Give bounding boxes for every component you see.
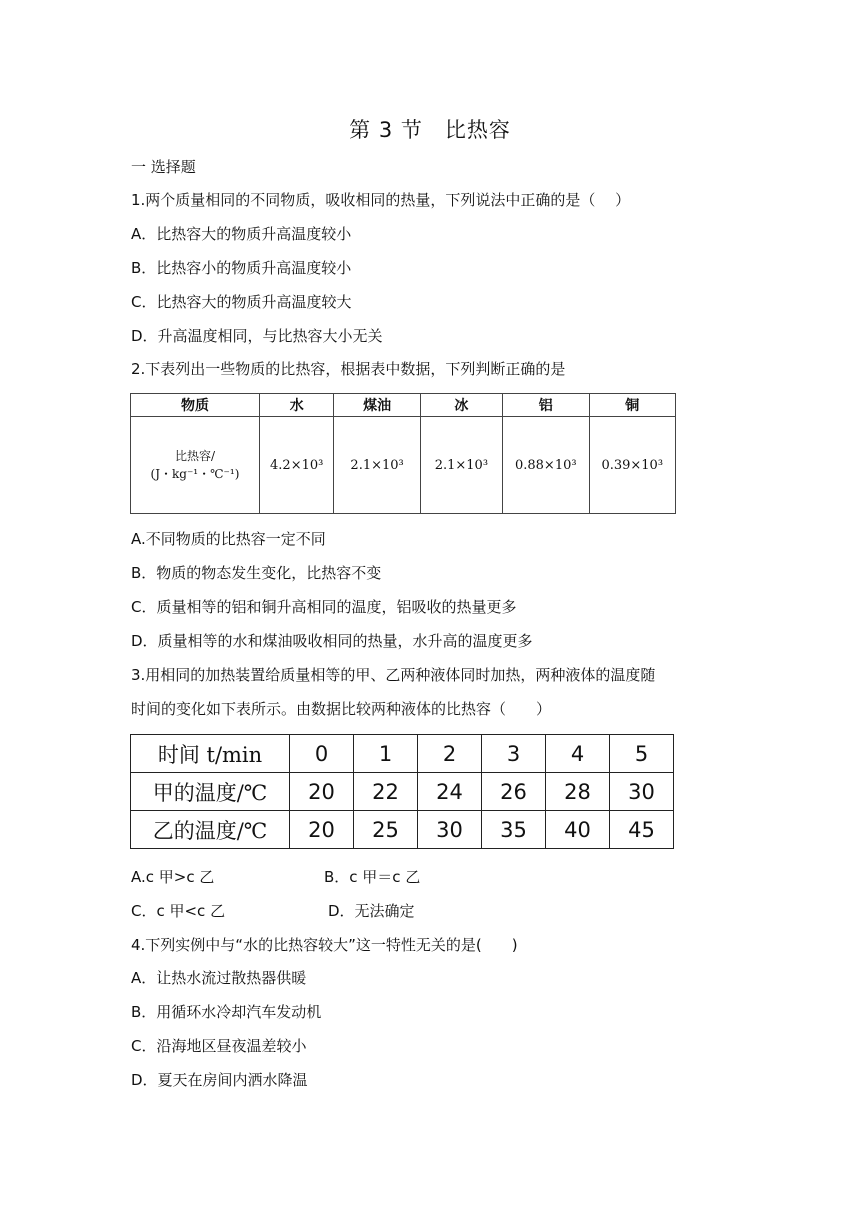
q3-option-b: B．c 甲＝c 乙 [324, 868, 421, 886]
q3-option-c: C．c 甲<c 乙 [131, 902, 226, 920]
q1-option-c: C．比热容大的物质升高温度较大 [131, 293, 352, 311]
row-label-line-1: 比热容/ [174, 449, 215, 463]
row-header-cell [131, 417, 260, 514]
table-header: 水 [259, 394, 334, 417]
q4-option-b: B．用循环水冷却汽车发动机 [131, 1003, 322, 1021]
page-title: 第 3 节 比热容 [349, 118, 511, 142]
temperature-table [130, 734, 674, 849]
q2-option-c: C．质量相等的铝和铜升高相同的温度，铝吸收的热量更多 [131, 598, 517, 616]
q1-option-d: D．升高温度相同，与比热容大小无关 [131, 327, 383, 345]
q3-stem-line-1: 3.用相同的加热装置给质量相等的甲、乙两种液体同时加热，两种液体的温度随 [131, 666, 656, 684]
table-cell: 5 [610, 735, 674, 773]
q1-option-a: A．比热容大的物质升高温度较小 [131, 225, 352, 243]
q4-stem: 4.下列实例中与“水的比热容较大”这一特性无关的是( ) [131, 936, 518, 954]
table-row [131, 735, 674, 773]
table-header: 铝 [503, 394, 589, 417]
q3-option-a: A.c 甲>c 乙 [131, 868, 215, 886]
q4-option-a: A．让热水流过散热器供暖 [131, 969, 307, 987]
table-cell: 24 [418, 773, 482, 811]
table-row [131, 811, 674, 849]
table-cell: 2.1×10³ [334, 417, 420, 514]
table-cell: 4 [546, 735, 610, 773]
table-header: 铜 [589, 394, 676, 417]
q2-stem: 2.下表列出一些物质的比热容，根据表中数据，下列判断正确的是 [131, 360, 566, 378]
table-cell: 40 [546, 811, 610, 849]
section-heading: 一 选择题 [131, 158, 196, 176]
table-cell: 25 [354, 811, 418, 849]
table-header-row [131, 394, 676, 417]
specific-heat-table [130, 393, 676, 514]
q2-option-b: B．物质的物态发生变化，比热容不变 [131, 564, 382, 582]
table-row [131, 773, 674, 811]
table-cell: 45 [610, 811, 674, 849]
table-cell: 20 [290, 811, 354, 849]
q2-option-a: A.不同物质的比热容一定不同 [131, 530, 326, 548]
q2-option-d: D．质量相等的水和煤油吸收相同的热量，水升高的温度更多 [131, 632, 533, 650]
q1-option-b: B．比热容小的物质升高温度较小 [131, 259, 352, 277]
row-header-yi: 乙的温度/℃ [131, 811, 290, 849]
q3-stem-line-2: 时间的变化如下表所示。由数据比较两种液体的比热容（ ） [131, 700, 552, 718]
table-header: 煤油 [334, 394, 420, 417]
table-cell: 22 [354, 773, 418, 811]
table-cell: 35 [482, 811, 546, 849]
table-header: 物质 [131, 394, 260, 417]
table-header: 冰 [420, 394, 502, 417]
table-cell: 3 [482, 735, 546, 773]
q1-stem: 1.两个质量相同的不同物质，吸收相同的热量，下列说法中正确的是（ ） [131, 191, 631, 209]
q4-option-c: C．沿海地区昼夜温差较小 [131, 1037, 307, 1055]
q4-option-d: D．夏天在房间内洒水降温 [131, 1071, 308, 1089]
table-row [131, 417, 676, 514]
table-cell: 30 [418, 811, 482, 849]
table-cell: 4.2×10³ [259, 417, 334, 514]
table-cell: 2 [418, 735, 482, 773]
row-label-line-2: (J・kg⁻¹・℃⁻¹) [150, 467, 240, 481]
table-cell: 0 [290, 735, 354, 773]
table-cell: 1 [354, 735, 418, 773]
q3-option-d: D．无法确定 [328, 902, 415, 920]
row-header-jia: 甲的温度/℃ [131, 773, 290, 811]
row-header-time: 时间 t/min [131, 735, 290, 773]
table-cell: 28 [546, 773, 610, 811]
table-cell: 0.88×10³ [503, 417, 589, 514]
table-cell: 2.1×10³ [420, 417, 502, 514]
table-cell: 26 [482, 773, 546, 811]
table-cell: 20 [290, 773, 354, 811]
table-cell: 0.39×10³ [589, 417, 676, 514]
table-cell: 30 [610, 773, 674, 811]
